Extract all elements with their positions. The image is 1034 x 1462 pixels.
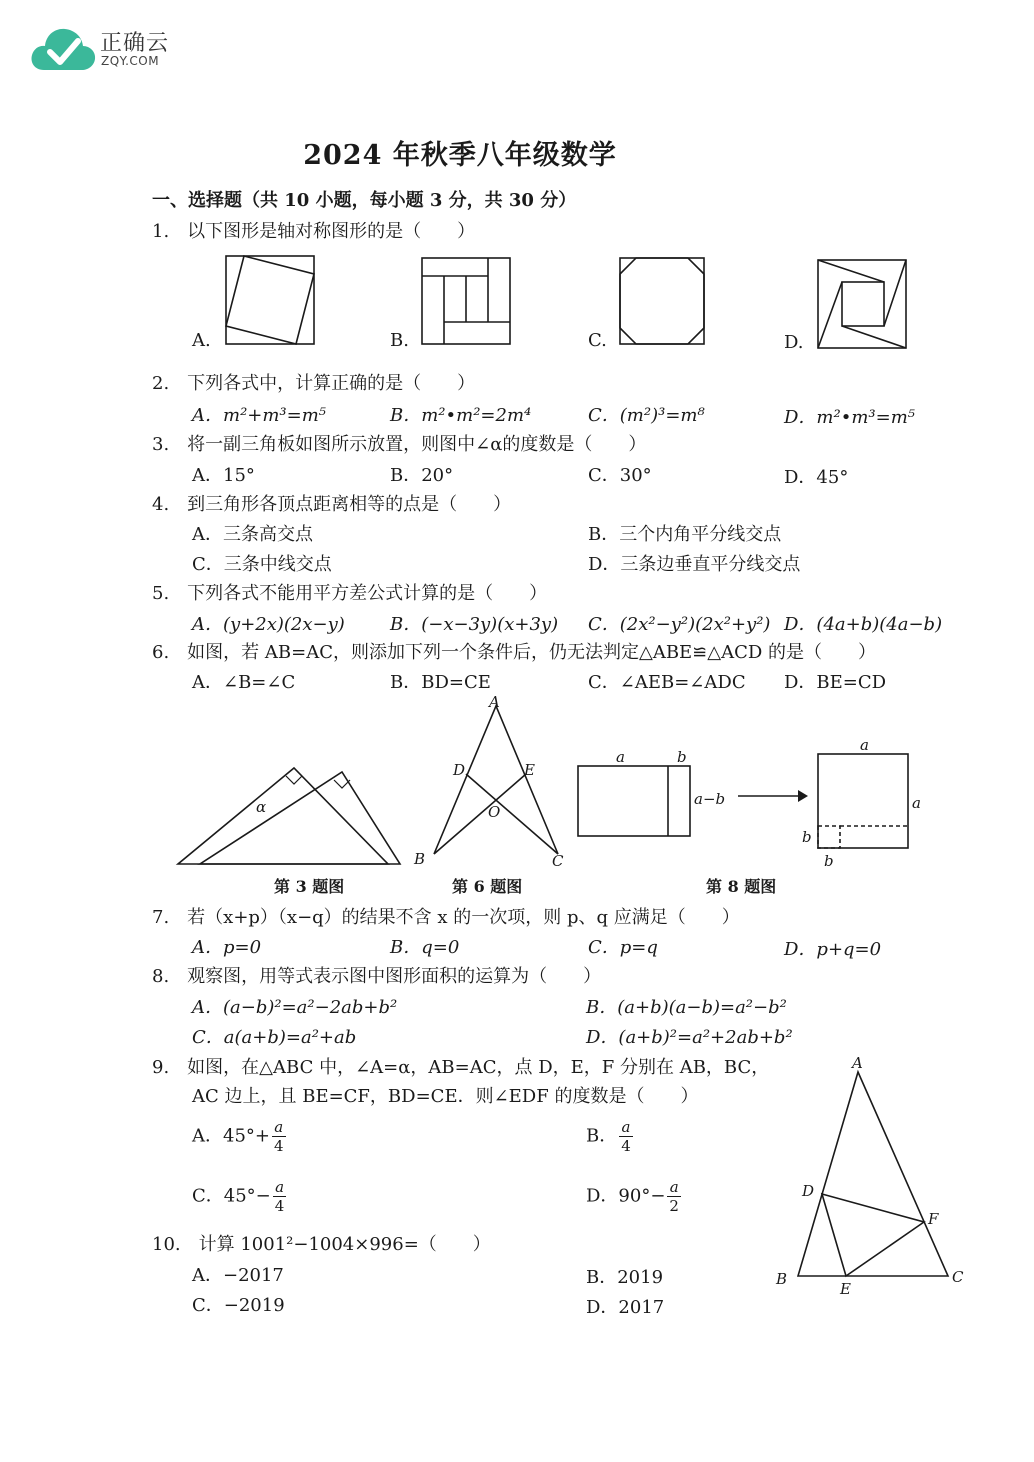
q4-option-a: A．三条高交点: [192, 524, 313, 545]
logo-url: ZQY.COM: [101, 54, 160, 68]
q10-option-d: D．2017: [586, 1297, 665, 1318]
q3-option-a: A．15°: [192, 465, 255, 486]
fig9-label-d: D: [802, 1182, 815, 1200]
figure-8-area-diagram: [576, 736, 936, 872]
q1-label-a: A.: [192, 330, 211, 351]
q6-option-c: C．∠AEB=∠ADC: [588, 672, 746, 693]
q10-option-a: A．−2017: [192, 1265, 284, 1286]
q2-option-c: C．(m²)³=m⁸: [588, 405, 705, 426]
q1-label-b: B.: [390, 330, 409, 351]
q1-label-d: D.: [784, 332, 804, 353]
q7-option-a: A．p=0: [192, 937, 262, 958]
q9-option-c-fraction: [273, 1178, 287, 1215]
q1-figure-c: [620, 258, 710, 348]
fig8-label-a3: a: [912, 794, 921, 812]
page-title: 2024 年秋季八年级数学: [303, 140, 617, 171]
q3-option-b: B．20°: [390, 465, 454, 486]
q9-option-d: [586, 1178, 681, 1215]
logo-name: 正确云: [100, 31, 170, 56]
q1-figure-b: [422, 258, 512, 348]
q9-option-a-prefix: A．45°+: [192, 1125, 270, 1147]
q9-c-num: a: [273, 1178, 287, 1197]
question-9-stem-line1: 9. 如图，在△ABC 中，∠A=α，AB=AC，点 D，E，F 分别在 AB，BC，: [152, 1057, 770, 1078]
q9-option-b: [586, 1118, 633, 1155]
q9-d-den: 2: [669, 1197, 679, 1215]
q9-option-d-prefix: D．90°−: [586, 1185, 666, 1207]
question-8-stem: 8. 观察图，用等式表示图中图形面积的运算为（ ）: [152, 966, 602, 987]
fig8-label-amb: a−b: [694, 790, 726, 808]
q9-b-den: 4: [621, 1137, 631, 1155]
q8-option-d: D．(a+b)²=a²+2ab+b²: [586, 1027, 793, 1048]
question-7-stem: 7. 若（x+p）（x−q）的结果不含 x 的一次项，则 p、q 应满足（ ）: [152, 907, 740, 928]
fig6-label-d: D: [453, 761, 466, 779]
q3-option-c: C．30°: [588, 465, 652, 486]
question-9-stem-line2: AC 边上，且 BE=CF，BD=CE．则∠EDF 的度数是（ ）: [192, 1086, 699, 1107]
q9-option-a: [192, 1118, 286, 1155]
q4-option-b: B．三个内角平分线交点: [588, 524, 782, 545]
fig8-label-a1: a: [616, 748, 625, 766]
q2-option-a: A．m²+m³=m⁵: [192, 405, 327, 426]
figure-8-caption: 第 8 题图: [706, 877, 777, 896]
q9-a-num: a: [272, 1118, 286, 1137]
fig9-label-b: B: [776, 1270, 788, 1288]
question-3-stem: 3. 将一副三角板如图所示放置，则图中∠α的度数是（ ）: [152, 434, 647, 455]
q4-option-d: D．三条边垂直平分线交点: [588, 554, 801, 575]
q10-option-b: B．2019: [586, 1267, 664, 1288]
q8-option-b: B．(a+b)(a−b)=a²−b²: [586, 997, 787, 1018]
q9-option-b-prefix: B．: [586, 1125, 618, 1147]
q4-option-c: C．三条中线交点: [192, 554, 332, 575]
q6-option-b: B．BD=CE: [390, 672, 491, 693]
cloud-check-icon: [30, 24, 96, 74]
q1-label-c: C.: [588, 330, 607, 351]
question-2-stem: 2. 下列各式中，计算正确的是（ ）: [152, 373, 476, 394]
q8-option-c: C．a(a+b)=a²+ab: [192, 1027, 357, 1048]
fig8-label-b1: b: [677, 748, 687, 766]
q8-option-a: A．(a−b)²=a²−2ab+b²: [192, 997, 398, 1018]
figure-9-triangle: [770, 1050, 970, 1300]
q7-option-c: C．p=q: [588, 937, 658, 958]
q9-option-a-fraction: [272, 1118, 286, 1155]
fig6-label-b: B: [414, 850, 426, 868]
q10-option-c: C．−2019: [192, 1295, 285, 1316]
figure-3-set-squares: [170, 760, 410, 870]
q6-option-a: A．∠B=∠C: [192, 672, 296, 693]
q7-option-b: B．q=0: [390, 937, 460, 958]
q6-option-d: D．BE=CD: [784, 672, 887, 693]
q9-option-c-prefix: C．45°−: [192, 1185, 271, 1207]
fig9-label-f: F: [928, 1210, 939, 1228]
q3-option-d: D．45°: [784, 467, 849, 488]
question-6-stem: 6. 如图，若 AB=AC，则添加下列一个条件后，仍无法判定△ABE≌△ACD 的是（ ）: [152, 642, 877, 663]
section-heading: 一、选择题（共 10 小题，每小题 3 分，共 30 分）: [152, 190, 577, 211]
q1-figure-a: [226, 256, 316, 346]
q9-c-den: 4: [274, 1197, 285, 1215]
fig3-alpha: α: [256, 798, 267, 816]
q9-d-num: a: [667, 1178, 681, 1197]
figure-3-caption: 第 3 题图: [274, 877, 345, 896]
fig6-label-c: C: [552, 852, 564, 870]
q9-option-c: [192, 1178, 286, 1215]
q9-b-num: a: [619, 1118, 633, 1137]
q1-figure-d: [818, 260, 910, 352]
question-5-stem: 5. 下列各式不能用平方差公式计算的是（ ）: [152, 583, 548, 604]
fig8-label-a2: a: [860, 736, 869, 754]
question-1-stem: 1. 以下图形是轴对称图形的是（ ）: [152, 221, 476, 242]
q2-option-b: B．m²•m²=2m⁴: [390, 405, 532, 426]
fig6-label-o: O: [488, 803, 501, 821]
q9-option-d-fraction: [667, 1178, 681, 1215]
q5-option-d: D．(4a+b)(4a−b): [784, 614, 943, 635]
question-4-stem: 4. 到三角形各顶点距离相等的点是（ ）: [152, 494, 512, 515]
q2-option-d: D．m²•m³=m⁵: [784, 407, 915, 428]
figure-6-triangle: [410, 692, 580, 872]
q9-a-den: 4: [274, 1137, 284, 1155]
fig6-label-e: E: [524, 761, 535, 779]
q5-option-a: A．(y+2x)(2x−y): [192, 614, 345, 635]
q7-option-d: D．p+q=0: [784, 939, 882, 960]
fig6-label-a: A: [489, 693, 500, 711]
fig9-label-a: A: [852, 1054, 863, 1072]
fig9-label-e: E: [840, 1280, 851, 1298]
fig8-label-b3: b: [824, 852, 834, 870]
q9-option-b-fraction: [619, 1118, 633, 1155]
q5-option-c: C．(2x²−y²)(2x²+y²): [588, 614, 771, 635]
figure-6-caption: 第 6 题图: [452, 877, 523, 896]
fig8-label-b2: b: [802, 828, 812, 846]
fig9-label-c: C: [952, 1268, 964, 1286]
question-10-stem: 10. 计算 1001²−1004×996=（ ）: [152, 1234, 491, 1255]
q5-option-b: B．(−x−3y)(x+3y): [390, 614, 559, 635]
